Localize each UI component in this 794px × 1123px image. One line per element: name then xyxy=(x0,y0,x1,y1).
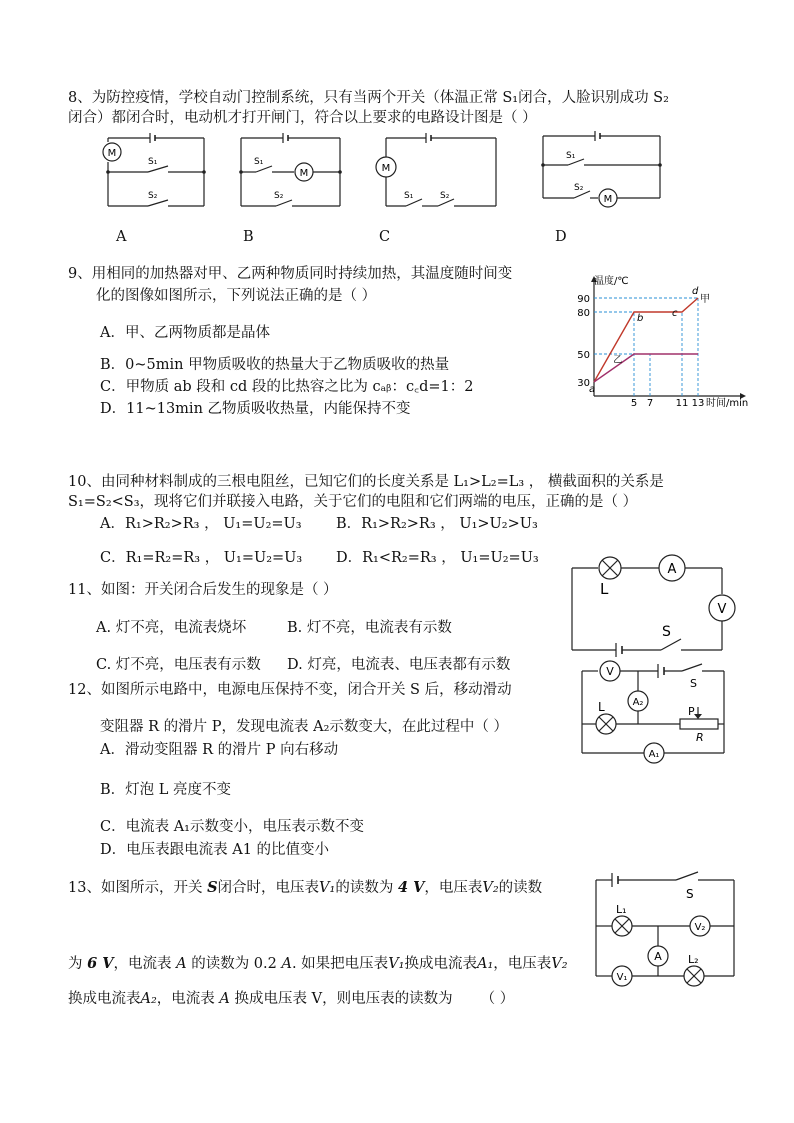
q12-stem-line1: 12、如图所示电路中，电源电压保持不变，闭合开关 S 后，移动滑动 xyxy=(68,682,512,698)
svg-text:V₁: V₁ xyxy=(616,972,628,983)
q13-circuit xyxy=(592,870,742,986)
q13-line3: 换成电流表A₂，电流表 A 换成电压表 V，则电压表的读数为 （ ） xyxy=(68,991,515,1007)
q11-option-a: A. 灯不亮，电流表烧坏 xyxy=(96,620,247,636)
q10-option-d: D．R₁<R₂=R₃ ， U₁=U₂=U₃ xyxy=(336,550,539,566)
svg-text:V: V xyxy=(606,665,614,678)
svg-text:L: L xyxy=(598,700,605,714)
q8-circuit-c xyxy=(376,132,500,212)
y-axis-label: 温度/℃ xyxy=(594,276,629,287)
q12-option-d: D．电压表跟电流表 A1 的比值变小 xyxy=(100,842,330,858)
point-label-d: d xyxy=(692,286,699,297)
svg-text:M: M xyxy=(381,163,391,174)
q8-stem-line2: 闭合）都闭合时，电动机才打开闸门，符合以上要求的电路设计图是（ ） xyxy=(68,110,537,126)
svg-text:S₁: S₁ xyxy=(148,157,158,167)
svg-text:S: S xyxy=(690,677,697,690)
q12-circuit xyxy=(578,659,738,767)
lamp-icon xyxy=(596,714,616,734)
svg-text:V: V xyxy=(717,602,727,617)
svg-text:R: R xyxy=(696,731,704,744)
x-tick-label: 11 xyxy=(675,398,689,409)
q11-option-c: C. 灯不亮，电压表有示数 xyxy=(96,657,261,673)
q8-option-b: B xyxy=(243,229,254,245)
series-annotation: 乙 xyxy=(613,355,623,366)
switch-icon xyxy=(661,639,681,650)
y-tick-label: 80 xyxy=(577,308,590,319)
q9-option-c: C．甲物质 ab 段和 cd 段的比热容之比为 cₐᵦ：c꜀d=1：2 xyxy=(100,379,474,395)
svg-text:L₂: L₂ xyxy=(688,953,699,966)
q8-circuit-d xyxy=(540,128,664,212)
q8-option-a: A xyxy=(116,229,127,245)
q10-stem-line2: S₁=S₂<S₃，现将它们并联接入电路，关于它们的电阻和它们两端的电压，正确的是（ ） xyxy=(68,494,638,510)
svg-text:S₂: S₂ xyxy=(148,191,158,201)
series-name-jia: 甲 xyxy=(700,294,710,305)
q9-option-d: D．11~13min 乙物质吸收热量，内能保持不变 xyxy=(100,401,411,417)
lamp-l1-icon xyxy=(612,916,632,936)
svg-text:P: P xyxy=(688,705,695,718)
y-tick-label: 90 xyxy=(577,294,590,305)
svg-text:S₁: S₁ xyxy=(566,151,576,161)
q13-line2: 为 6 V，电流表 A 的读数为 0.2 A. 如果把电压表V₁换成电流表A₁，电压表V₂ xyxy=(68,955,568,972)
q11-option-d: D. 灯亮，电流表、电压表都有示数 xyxy=(287,657,511,673)
svg-text:M: M xyxy=(603,194,613,205)
svg-text:L: L xyxy=(600,580,609,598)
switch-icon xyxy=(676,872,698,880)
q9-option-b: B．0~5min 甲物质吸收的热量大于乙物质吸收的热量 xyxy=(100,357,450,373)
svg-text:S: S xyxy=(686,887,694,901)
q11-circuit xyxy=(566,552,746,660)
x-tick-label: 7 xyxy=(646,398,654,409)
q13-line1: 13、如图所示，开关 S闭合时，电压表V₁的读数为 4 V，电压表V₂的读数 xyxy=(68,879,543,896)
point-label-c: c xyxy=(672,308,678,319)
q8-option-c: C xyxy=(379,229,391,245)
svg-text:S: S xyxy=(662,624,671,640)
point-label-b: b xyxy=(637,313,644,324)
svg-text:S₂: S₂ xyxy=(574,183,584,193)
q10-stem-line1: 10、由同种材料制成的三根电阻丝，已知它们的长度关系是 L₁>L₂=L₃ ， 横截面积的关系是 xyxy=(68,474,664,490)
rheostat-icon xyxy=(680,719,718,729)
q10-option-c: C．R₁=R₂=R₃ ， U₁=U₂=U₃ xyxy=(100,550,303,566)
battery-icon xyxy=(616,643,622,657)
q9-temperature-chart xyxy=(560,270,770,420)
q10-option-b: B．R₁>R₂>R₃ ， U₁>U₂>U₃ xyxy=(336,516,538,532)
battery-icon xyxy=(612,873,618,887)
q8-circuit-a xyxy=(98,132,213,212)
q12-option-c: C．电流表 A₁示数变小，电压表示数不变 xyxy=(100,819,364,835)
q11-stem: 11、如图：开关闭合后发生的现象是（ ） xyxy=(68,582,338,598)
x-tick-label: 5 xyxy=(630,398,638,409)
lamp-l2-icon xyxy=(684,966,704,986)
svg-text:A: A xyxy=(654,950,662,963)
svg-text:L₁: L₁ xyxy=(616,903,627,916)
y-tick-label: 30 xyxy=(577,378,590,389)
q12-stem-line2: 变阻器 R 的滑片 P，发现电流表 A₂示数变大，在此过程中（ ） xyxy=(100,719,509,735)
q10-option-a: A．R₁>R₂>R₃ ， U₁=U₂=U₃ xyxy=(100,516,302,532)
q9-stem-line1: 9、用相同的加热器对甲、乙两种物质同时持续加热，其温度随时间变 xyxy=(68,266,513,282)
switch-icon xyxy=(682,664,702,671)
y-tick-label: 50 xyxy=(577,350,590,361)
q11-option-b: B. 灯不亮，电流表有示数 xyxy=(287,620,452,636)
q9-option-a: A．甲、乙两物质都是晶体 xyxy=(100,325,270,341)
svg-text:S₂: S₂ xyxy=(440,191,450,201)
q8-stem-line1: 8、为防控疫情，学校自动门控制系统，只有当两个开关（体温正常 S₁闭合，人脸识别成功 S₂ xyxy=(68,90,669,106)
lamp-icon xyxy=(599,557,621,579)
motor-label: M xyxy=(107,148,117,159)
svg-text:V₂: V₂ xyxy=(694,922,706,933)
svg-text:S₁: S₁ xyxy=(254,157,264,167)
svg-text:S₁: S₁ xyxy=(404,191,414,201)
point-label-a: a xyxy=(589,384,596,395)
q8-option-d: D xyxy=(555,229,567,245)
battery-icon xyxy=(658,664,664,678)
q9-stem-line2: 化的图像如图所示，下列说法正确的是（ ） xyxy=(96,288,377,304)
x-axis-label: 时间/min xyxy=(706,398,749,409)
x-tick-label: 13 xyxy=(691,398,705,409)
svg-text:M: M xyxy=(299,168,309,179)
q12-option-b: B．灯泡 L 亮度不变 xyxy=(100,782,232,798)
svg-text:A₂: A₂ xyxy=(632,697,644,708)
battery-icon xyxy=(108,133,204,143)
q8-circuit-b xyxy=(238,132,348,212)
svg-text:A₁: A₁ xyxy=(648,749,660,760)
svg-text:A: A xyxy=(667,562,677,577)
svg-text:S₂: S₂ xyxy=(274,191,284,201)
q12-option-a: A．滑动变阻器 R 的滑片 P 向右移动 xyxy=(100,742,339,758)
